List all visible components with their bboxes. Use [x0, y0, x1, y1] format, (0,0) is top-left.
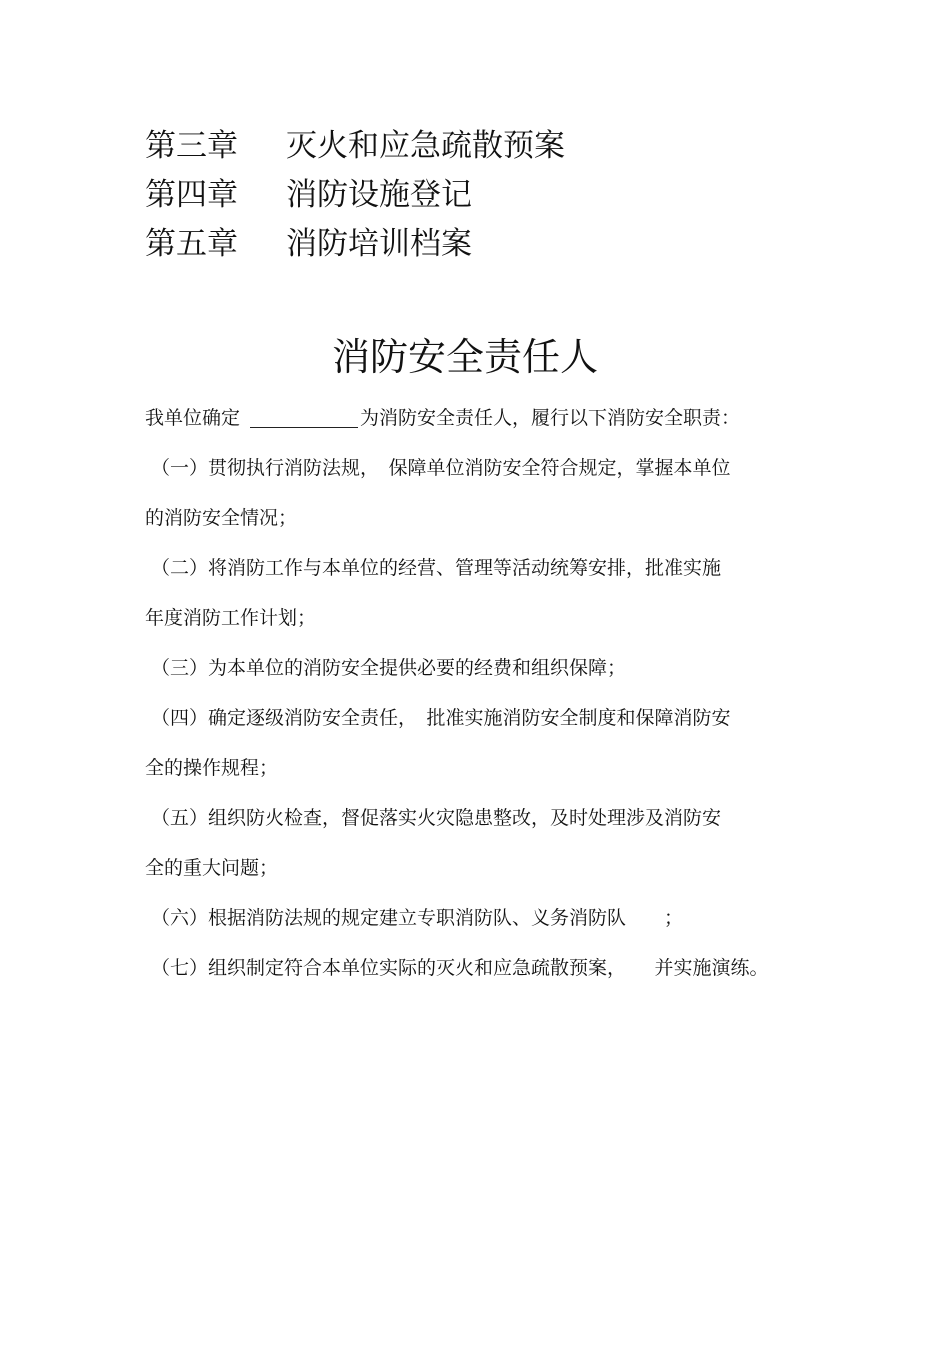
chapter-number: 第五章	[145, 226, 238, 262]
duty-line: 的消防安全情况；	[145, 507, 298, 529]
name-blank	[250, 407, 358, 428]
duty-line: （一）贯彻执行消防法规， 保障单位消防安全符合规定，掌握本单位	[151, 457, 731, 479]
section-body	[145, 393, 865, 993]
chapter-list	[145, 122, 845, 269]
intro-text-after: 为消防安全责任人，履行以下消防安全职责：	[360, 407, 741, 429]
duty-line: 全的重大问题；	[145, 857, 279, 879]
duty-line: （六）根据消防法规的规定建立专职消防队、义务消防队 ；	[151, 907, 684, 929]
duty-line: （三）为本单位的消防安全提供必要的经费和组织保障；	[151, 657, 627, 679]
chapter-number: 第四章	[145, 177, 238, 213]
chapter-title: 灭火和应急疏散预案	[286, 128, 565, 164]
duty-line: （四）确定逐级消防安全责任， 批准实施消防安全制度和保障消防安	[151, 707, 731, 729]
toc-row	[145, 122, 845, 171]
chapter-title: 消防设施登记	[286, 177, 472, 213]
chapter-title: 消防培训档案	[286, 226, 472, 262]
duty-line: （二）将消防工作与本单位的经营、管理等活动统筹安排，批准实施	[151, 557, 722, 579]
toc-row	[145, 171, 845, 220]
chapter-number: 第三章	[145, 128, 238, 164]
duty-line: 全的操作规程；	[145, 757, 279, 779]
toc-row	[145, 220, 845, 269]
duty-line: 年度消防工作计划；	[145, 607, 317, 629]
duty-line: （五）组织防火检查，督促落实火灾隐患整改，及时处理涉及消防安	[151, 807, 722, 829]
intro-line	[145, 393, 865, 443]
intro-text-before: 我单位确定	[145, 407, 241, 429]
section-title: 消防安全责任人	[331, 335, 598, 379]
duty-line: （七）组织制定符合本单位实际的灭火和应急疏散预案， 并实施演练。	[151, 957, 769, 979]
